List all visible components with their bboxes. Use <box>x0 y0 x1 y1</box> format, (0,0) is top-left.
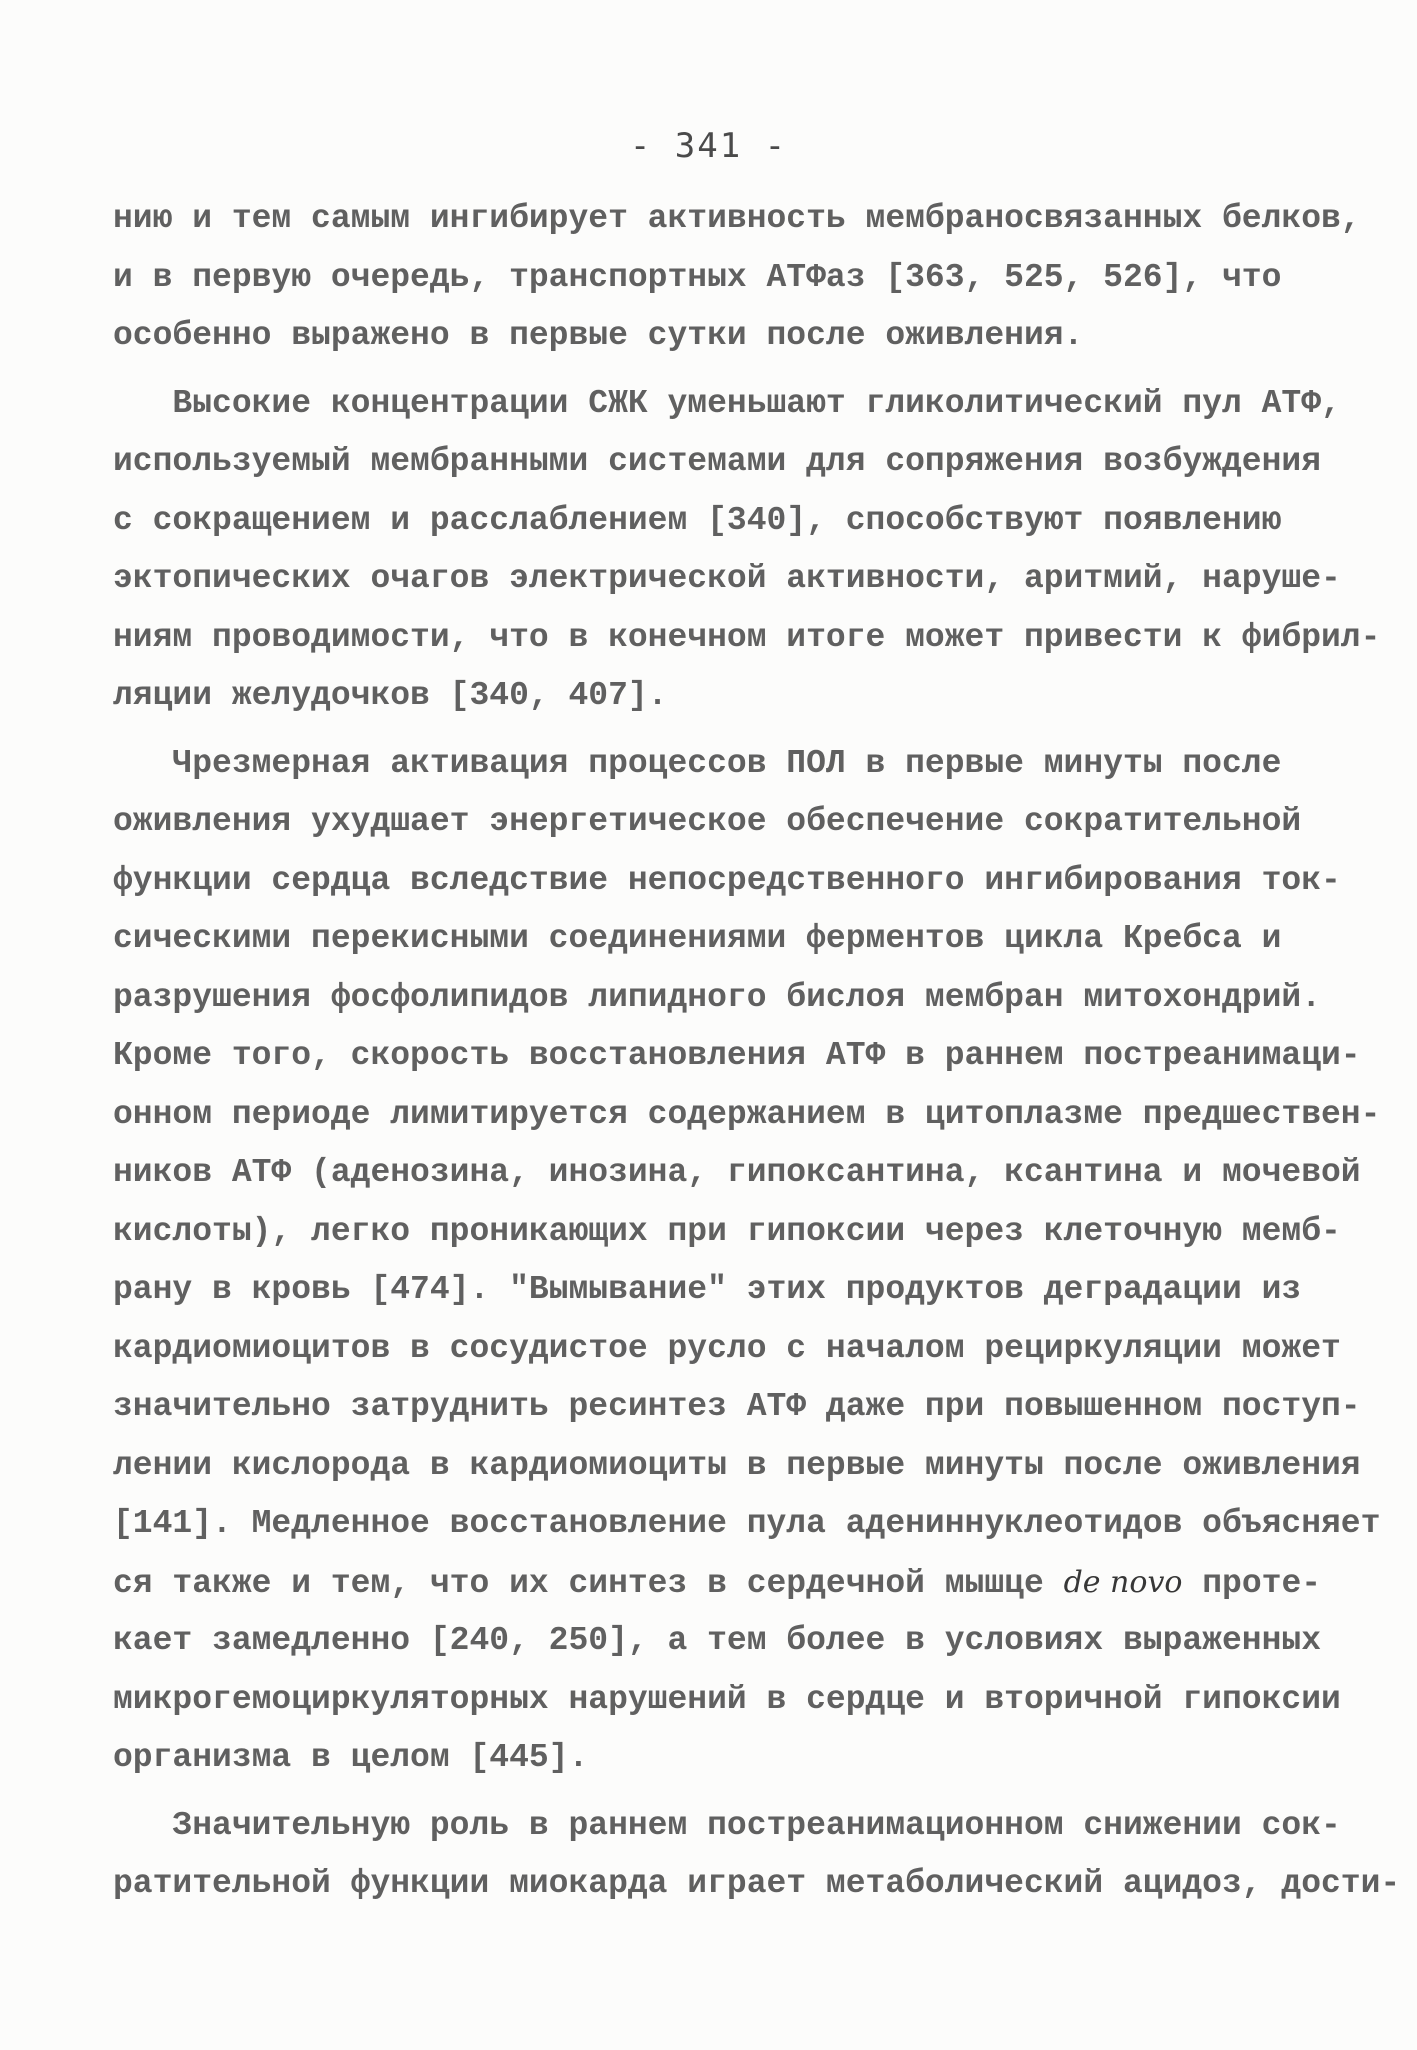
text-line: кислоты), легко проникающих при гипоксии через клеточную мемб- <box>113 1212 1341 1250</box>
text-line: [141]. Медленное восстановление пула адениннуклеотидов объясняет <box>113 1505 1381 1542</box>
text-line: рану в кровь [474]. "Вымывание" этих продуктов деградации из <box>113 1271 1302 1308</box>
text-line: разрушения фосфолипидов липидного бислоя мембран митохондрий. <box>113 978 1321 1016</box>
text-line: особенно выражено в первые сутки после оживления. <box>113 317 1084 354</box>
text-line: кардиомиоцитов в сосудистое русло с началом рециркуляции может <box>113 1329 1341 1367</box>
text-line: нию и тем самым ингибирует активность мембраносвязанных белков, <box>113 200 1361 237</box>
text-line: ляции желудочков [340, 407]. <box>113 677 668 714</box>
text-line: используемый мембранными системами для сопряжения возбуждения <box>113 443 1321 480</box>
text-line: микрогемоциркуляторных нарушений в сердце и вторичной гипоксии <box>113 1680 1341 1718</box>
text-line: эктопических очагов электрической активности, аритмий, наруше- <box>113 560 1341 597</box>
text-line: Кроме того, скорость восстановления АТФ в раннем постреанимаци- <box>113 1037 1361 1074</box>
text-line: оживления ухудшает энергетическое обеспечение сократительной <box>113 803 1302 840</box>
text-line: Чрезмерная активация процессов ПОЛ в первые минуты после <box>113 744 1282 782</box>
body-text <box>113 190 1401 1914</box>
text-line: ников АТФ (аденозина, инозина, гипоксантина, ксантина и мочевой <box>113 1154 1361 1191</box>
text-line: функции сердца вследствие непосредственного ингибирования ток- <box>113 861 1341 899</box>
text-line: кает замедленно [240, 250], а тем более в условиях выраженных <box>113 1622 1321 1659</box>
text-line: ниям проводимости, что в конечном итоге может привести к фибрил- <box>113 618 1381 656</box>
text-line: сическими перекисными соединениями ферментов цикла Кребса и <box>113 920 1282 957</box>
text-line: значительно затруднить ресинтез АТФ даже при повышенном поступ- <box>113 1388 1361 1425</box>
page-number: - 341 - <box>629 126 788 166</box>
text-line: организма в целом [445]. <box>113 1739 589 1776</box>
handwritten-annotation: de novo <box>1063 1564 1183 1600</box>
text-line: ся также и тем, что их синтез в сердечной мышце de novo проте- <box>113 1564 1322 1602</box>
text-line: онном периоде лимитируется содержанием в цитоплазме предшествен- <box>113 1095 1381 1133</box>
text-line: Высокие концентрации СЖК уменьшают гликолитический пул АТФ, <box>113 384 1341 422</box>
text-line: ратительной функции миокарда играет метаболический ацидоз, дости- <box>113 1865 1401 1902</box>
text-line: и в первую очередь, транспортных АТФаз [363, 525, 526], что <box>113 258 1282 296</box>
text-line: с сокращением и расслаблением [340], способствуют появлению <box>113 501 1282 539</box>
text-line: Значительную роль в раннем постреанимационном снижении сок- <box>113 1806 1341 1844</box>
text-line: лении кислорода в кардиомиоциты в первые минуты после оживления <box>113 1446 1361 1484</box>
